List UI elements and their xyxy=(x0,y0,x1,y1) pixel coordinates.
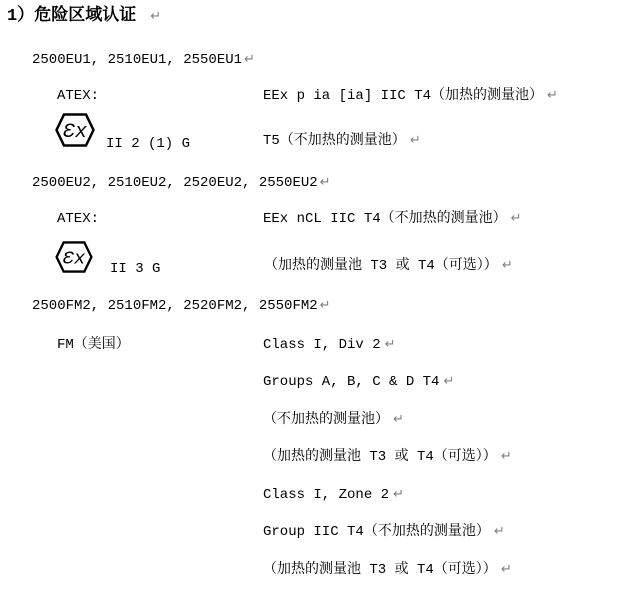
fm-cert-line: （加热的测量池 T3 或 T4（可选）） ↵ xyxy=(263,449,512,465)
ex-mark-glyph: Ɛx xyxy=(62,247,86,270)
cert-label-atex-1: ATEX: xyxy=(57,88,100,104)
equipment-group-code-1: II 2 (1) G xyxy=(106,136,191,152)
paragraph-mark: ↵ xyxy=(393,412,404,427)
paragraph-mark: ↵ xyxy=(244,52,255,67)
page-heading xyxy=(7,6,161,28)
paragraph-mark: ↵ xyxy=(510,211,522,226)
group-value-2: （加热的测量池 T3 或 T4（可选）） ↵ xyxy=(264,258,513,274)
fm-cert-line: Groups A, B, C & D T4 ↵ xyxy=(263,374,455,390)
paragraph-mark: ↵ xyxy=(547,88,558,103)
model-list: 2500EU2, 2510EU2, 2520EU2, 2550EU2 xyxy=(32,175,318,191)
fm-cert-line: （不加热的测量池） ↵ xyxy=(263,412,404,428)
cert-value-2: EEx nCL IIC T4（不加热的测量池） ↵ xyxy=(263,211,522,227)
paragraph-mark: ↵ xyxy=(150,9,162,24)
ex-mark-icon xyxy=(55,241,93,273)
paragraph-mark: ↵ xyxy=(409,133,421,148)
group-value-1: T5（不加热的测量池） ↵ xyxy=(263,133,421,149)
ex-mark-glyph: Ɛx xyxy=(62,121,88,144)
fm-cert-line: Group IIC T4（不加热的测量池） ↵ xyxy=(263,524,505,540)
cert-label-fm: FM（美国） xyxy=(57,337,130,353)
model-line-fm2 xyxy=(32,296,331,316)
fm-cert-line: Class I, Div 2 ↵ xyxy=(263,337,396,353)
paragraph-mark: ↵ xyxy=(500,562,512,577)
paragraph-mark: ↵ xyxy=(319,298,331,313)
cert-label-atex-2: ATEX: xyxy=(57,211,100,227)
paragraph-mark: ↵ xyxy=(500,449,512,464)
model-list: 2500EU1, 2510EU1, 2550EU1 xyxy=(32,52,243,68)
ex-mark-icon xyxy=(55,113,95,147)
model-line-eu2 xyxy=(32,173,331,193)
fm-cert-line: （加热的测量池 T3 或 T4（可选）） ↵ xyxy=(263,562,512,578)
paragraph-mark: ↵ xyxy=(319,175,331,190)
cert-value-1: EEx p ia [ia] IIC T4（加热的测量池） ↵ xyxy=(263,88,558,104)
paragraph-mark: ↵ xyxy=(493,524,505,539)
paragraph-mark: ↵ xyxy=(501,258,513,273)
model-list: 2500FM2, 2510FM2, 2520FM2, 2550FM2 xyxy=(32,298,318,314)
paragraph-mark: ↵ xyxy=(393,487,404,502)
heading-text: 1）危险区域认证 xyxy=(7,7,137,26)
model-line-eu1 xyxy=(32,50,255,70)
paragraph-mark: ↵ xyxy=(443,374,455,389)
paragraph-mark: ↵ xyxy=(384,337,396,352)
equipment-group-code-2: II 3 G xyxy=(110,261,161,277)
fm-cert-line: Class I, Zone 2 ↵ xyxy=(263,487,404,503)
